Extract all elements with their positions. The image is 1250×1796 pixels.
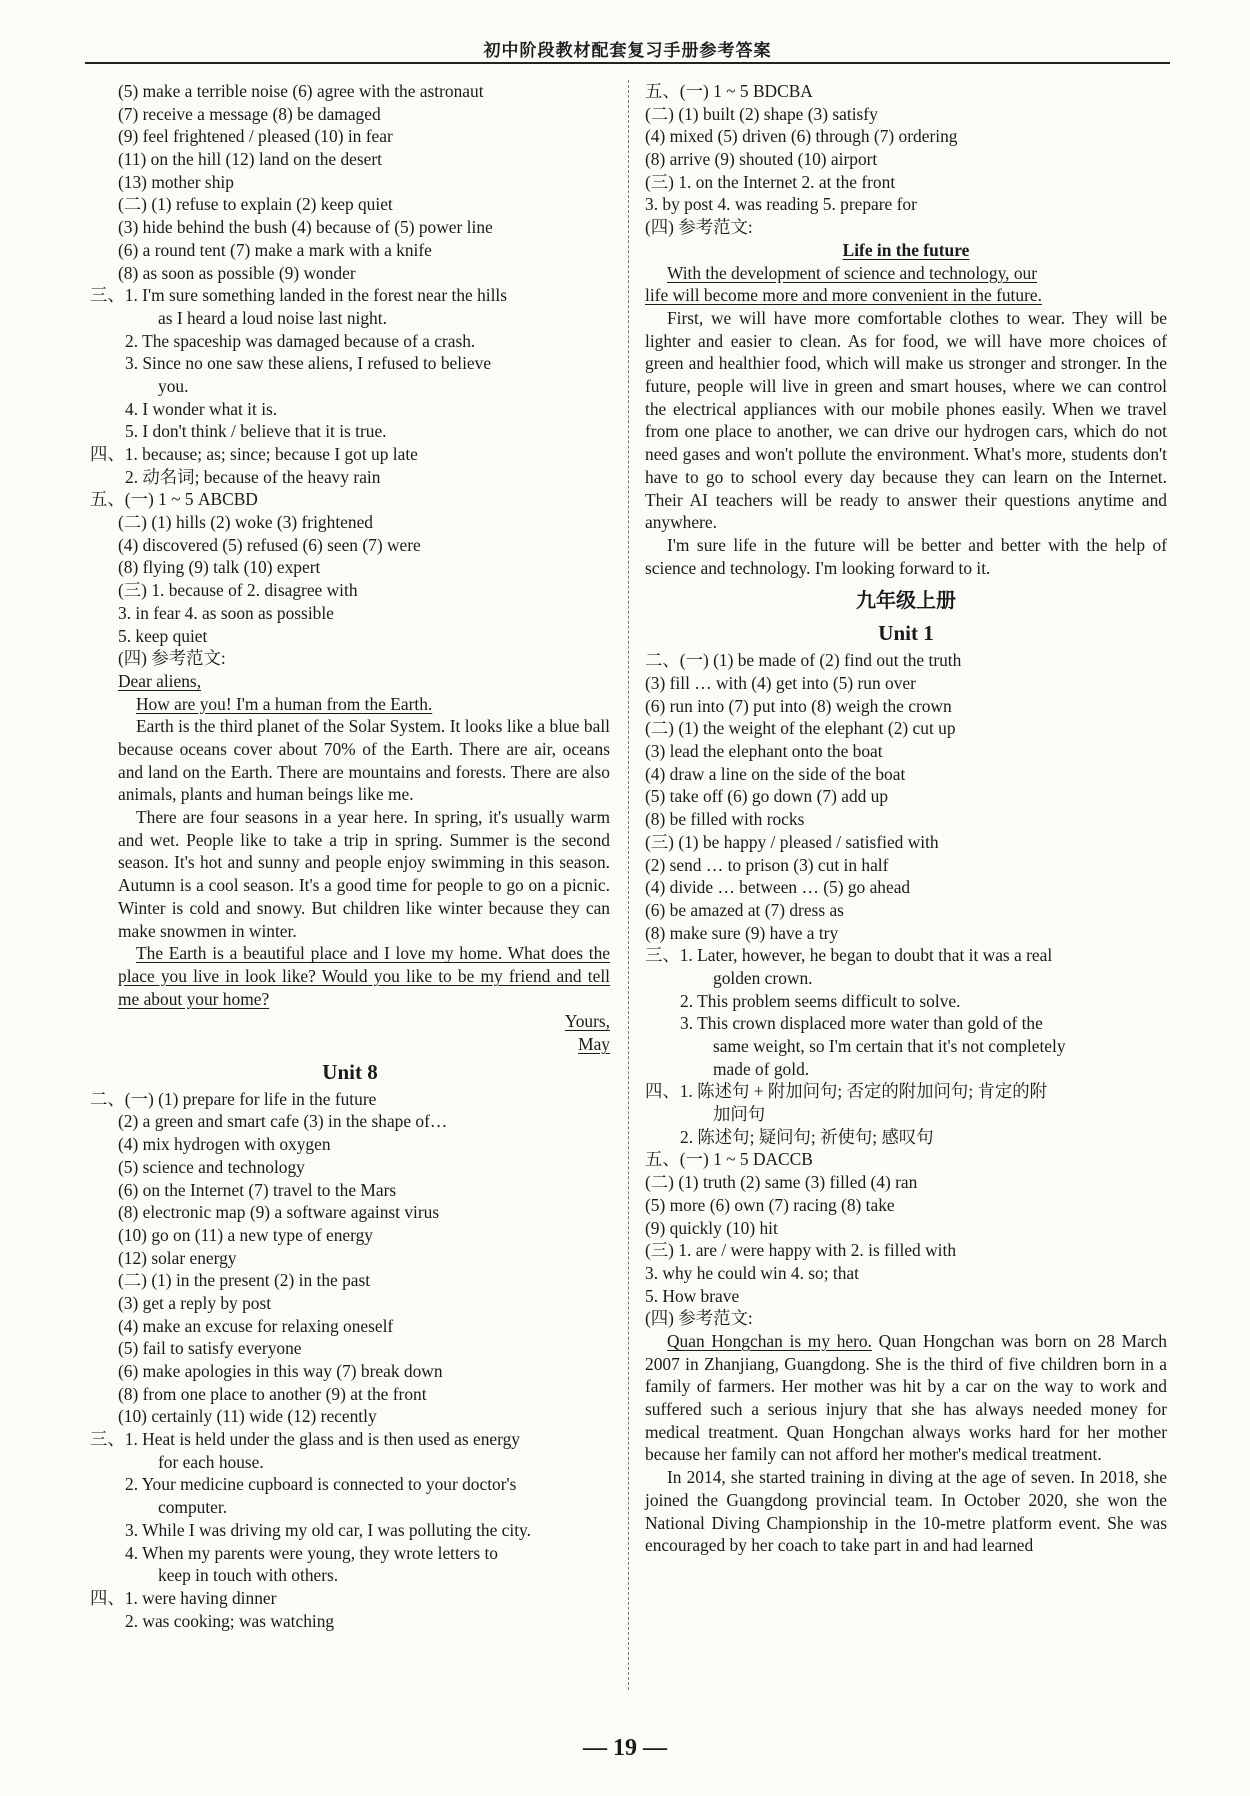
answer-line: 5. keep quiet bbox=[118, 625, 208, 646]
answer-line: (5) science and technology bbox=[118, 1156, 305, 1177]
essay-paragraph: First, we will have more comfortable clothes to wear. They will be lighter and easier to clean. As for food, we will have more choices of green and healthier food, which will make us stronger and stronger. In the future, people will live in green and smart houses, where we can control the electrical appliances with our mobile phones easily. When we travel from one place to another, we can drive our hydrogen cars, which do not need gases and won't pollute the environment. What's more, students don't have to go to school every day because they can learn on the Internet. Their AI teachers will be ready to answer their questions anytime and anywhere. bbox=[645, 307, 1167, 533]
answer-line: (6) run into (7) put into (8) weigh the crown bbox=[645, 695, 952, 716]
answer-line: (4) discovered (5) refused (6) seen (7) were bbox=[118, 534, 421, 555]
answer-line: (二) (1) in the present (2) in the past bbox=[118, 1270, 371, 1291]
answer-line: 2. 动名词; because of the heavy rain bbox=[125, 466, 381, 487]
answer-line: (8) be filled with rocks bbox=[645, 809, 805, 830]
right-column bbox=[645, 80, 1167, 1557]
answer-line: (10) go on (11) a new type of energy bbox=[118, 1224, 373, 1245]
letter-closing-paragraph: The Earth is a beautiful place and I love my home. What does the place you live in look like? Would you like to be my friend and tell me about your home? bbox=[118, 943, 610, 1009]
section-line: 四、1. 陈述句 + 附加问句; 否定的附加问句; 肯定的附 bbox=[645, 1081, 1048, 1102]
answer-line: (5) fail to satisfy everyone bbox=[118, 1338, 302, 1359]
hero-essay-lead: Quan Hongchan is my hero. bbox=[667, 1330, 872, 1351]
section-line: 五、(一) 1 ~ 5 ABCBD bbox=[90, 489, 258, 510]
answer-line: (3) fill … with (4) get into (5) run over bbox=[645, 673, 916, 693]
answer-line: (6) on the Internet (7) travel to the Mars bbox=[118, 1179, 397, 1200]
answer-line: (二) (1) hills (2) woke (3) frightened bbox=[118, 512, 373, 533]
answer-line: 4. I wonder what it is. bbox=[125, 398, 278, 419]
answer-line: (5) more (6) own (7) racing (8) take bbox=[645, 1194, 895, 1215]
left-column bbox=[90, 80, 610, 1632]
answer-line: (4) draw a line on the side of the boat bbox=[645, 763, 906, 784]
answer-line: (11) on the hill (12) land on the desert bbox=[118, 149, 383, 170]
unit-heading: Unit 1 bbox=[878, 621, 934, 646]
section-line: 五、(一) 1 ~ 5 DACCB bbox=[645, 1149, 813, 1170]
answer-line: 2. Your medicine cupboard is connected to your doctor's bbox=[125, 1474, 517, 1495]
section-line: 三、1. Heat is held under the glass and is then used as energy bbox=[90, 1429, 521, 1450]
answer-line: (三) (1) be happy / pleased / satisfied with bbox=[645, 831, 939, 852]
answer-line: (四) 参考范文: bbox=[118, 648, 226, 669]
answer-line: 3. Since no one saw these aliens, I refused to believe bbox=[125, 353, 492, 374]
header-rule bbox=[85, 62, 1170, 64]
essay-intro-line: life will become more and more convenient in the future. bbox=[645, 285, 1042, 306]
answer-line: (4) make an excuse for relaxing oneself bbox=[118, 1315, 394, 1336]
answer-line: 加问句 bbox=[713, 1104, 766, 1125]
answer-line: 2. This problem seems difficult to solve. bbox=[680, 990, 961, 1011]
letter-greeting: Dear aliens, bbox=[118, 670, 202, 691]
answer-line: (6) be amazed at (7) dress as bbox=[645, 899, 844, 920]
answer-line: (四) 参考范文: bbox=[645, 217, 753, 238]
hero-essay-paragraph: In 2014, she started training in diving at the age of seven. In 2018, she joined the Guangdong provincial team. In October 2020, she won the National Diving Championship in the 10-metre platform event. She was encouraged by her coach to take part in and had learned bbox=[645, 1467, 1167, 1556]
answer-line: (8) as soon as possible (9) wonder bbox=[118, 262, 356, 283]
answer-line: (13) mother ship bbox=[118, 171, 234, 192]
answer-line: (2) a green and smart cafe (3) in the shape of… bbox=[118, 1111, 448, 1132]
answer-line: 2. The spaceship was damaged because of a crash. bbox=[125, 330, 476, 351]
section-line: 二、(一) (1) prepare for life in the future bbox=[90, 1088, 377, 1109]
answer-line: (6) make apologies in this way (7) break down bbox=[118, 1361, 443, 1382]
answer-line: (4) mixed (5) driven (6) through (7) ordering bbox=[645, 126, 958, 147]
section-line: 二、(一) (1) be made of (2) find out the truth bbox=[645, 650, 962, 671]
answer-line: you. bbox=[158, 375, 189, 396]
letter-signoff: Yours, bbox=[564, 1011, 610, 1032]
answer-line: (二) (1) built (2) shape (3) satisfy bbox=[645, 103, 878, 124]
answer-line: (8) arrive (9) shouted (10) airport bbox=[645, 149, 878, 170]
answer-line: (8) from one place to another (9) at the front bbox=[118, 1383, 427, 1404]
answer-line: (8) make sure (9) have a try bbox=[645, 922, 839, 943]
answer-line: (5) make a terrible noise (6) agree with the astronaut bbox=[118, 81, 484, 101]
answer-line: (12) solar energy bbox=[118, 1247, 237, 1268]
answer-line: as I heard a loud noise last night. bbox=[158, 307, 387, 328]
answer-line: (8) electronic map (9) a software against virus bbox=[118, 1202, 440, 1223]
section-line: 四、1. because; as; since; because I got up late bbox=[90, 444, 418, 464]
unit-heading: Unit 8 bbox=[322, 1059, 378, 1084]
answer-line: (二) (1) refuse to explain (2) keep quiet bbox=[118, 194, 393, 215]
answer-line: 2. was cooking; was watching bbox=[125, 1610, 335, 1631]
section-line: 三、1. Later, however, he began to doubt that it was a real bbox=[645, 945, 1053, 966]
answer-line: (9) feel frightened / pleased (10) in fear bbox=[118, 126, 393, 147]
answer-line: (10) certainly (11) wide (12) recently bbox=[118, 1406, 377, 1427]
essay-title: Life in the future bbox=[842, 239, 970, 260]
answer-line: (3) lead the elephant onto the boat bbox=[645, 741, 883, 762]
section-line: 四、1. were having dinner bbox=[90, 1587, 277, 1608]
answer-line: (8) flying (9) talk (10) expert bbox=[118, 557, 321, 578]
answer-line: 2. 陈述句; 疑问句; 祈使句; 感叹句 bbox=[680, 1126, 934, 1147]
answer-line: 3. While I was driving my old car, I was polluting the city. bbox=[125, 1519, 531, 1540]
column-divider bbox=[628, 80, 629, 1690]
answer-line: (三) 1. are / were happy with 2. is filled with bbox=[645, 1240, 957, 1261]
answer-line: 3. This crown displaced more water than gold of the bbox=[680, 1013, 1043, 1034]
answer-line: (三) 1. because of 2. disagree with bbox=[118, 580, 358, 601]
hero-essay-paragraph: Quan Hongchan is my hero. Quan Hongchan was born on 28 March 2007 in Zhanjiang, Guangdong. She is the third of five children born in a family of farmers. Her mother was hit by a car on the way to work and suffered such a serious injury that she has always needed money for medical treatment. Quan Hongchan always works hard for her mother because her family can not afford her mother's medical treatment. bbox=[645, 1330, 1168, 1465]
section-line: 三、1. I'm sure something landed in the forest near the hills bbox=[90, 285, 508, 306]
letter-paragraph: There are four seasons in a year here. In spring, it's usually warm and wet. People like to take a trip in spring. Summer is the second season. It's hot and sunny and people enjoy swimming in this season. Autumn is a cool season. It's a good time for people to go on a picnic. Winter is cold and snowy. But children like winter because they can make snowmen in winter. bbox=[118, 807, 610, 941]
answer-line: (5) take off (6) go down (7) add up bbox=[645, 786, 889, 807]
answer-line: for each house. bbox=[158, 1451, 264, 1472]
letter-opening: How are you! I'm a human from the Earth. bbox=[136, 693, 433, 714]
answer-line: (4) mix hydrogen with oxygen bbox=[118, 1134, 331, 1155]
answer-line: same weight, so I'm certain that it's not completely bbox=[713, 1036, 1066, 1056]
answer-line: (三) 1. on the Internet 2. at the front bbox=[645, 171, 896, 192]
answer-line: made of gold. bbox=[713, 1058, 810, 1079]
answer-line: (3) hide behind the bush (4) because of (5) power line bbox=[118, 217, 493, 238]
page-header: 初中阶段教材配套复习手册参考答案 bbox=[483, 41, 772, 61]
answer-line: (四) 参考范文: bbox=[645, 1308, 753, 1329]
letter-signature: May bbox=[578, 1034, 610, 1055]
essay-intro-line: With the development of science and technology, our bbox=[667, 262, 1038, 283]
answer-line: (9) quickly (10) hit bbox=[645, 1217, 778, 1238]
grade-heading: 九年级上册 bbox=[856, 588, 956, 613]
answer-line: 3. in fear 4. as soon as possible bbox=[118, 602, 334, 623]
answer-line: 3. why he could win 4. so; that bbox=[645, 1262, 859, 1283]
answer-line: 5. I don't think / believe that it is true. bbox=[125, 421, 387, 442]
answer-line: (2) send … to prison (3) cut in half bbox=[645, 854, 889, 875]
answer-line: keep in touch with others. bbox=[158, 1565, 339, 1586]
answer-line: (7) receive a message (8) be damaged bbox=[118, 103, 381, 124]
answer-line: (二) (1) truth (2) same (3) filled (4) ran bbox=[645, 1172, 918, 1193]
answer-line: 3. by post 4. was reading 5. prepare for bbox=[645, 194, 917, 215]
letter-paragraph: Earth is the third planet of the Solar System. It looks like a blue ball because oceans cover about 70% of the Earth. There are air, oceans and land on the Earth. There are mountains and forests. There are also animals, plants and human beings like me. bbox=[118, 716, 610, 805]
answer-line: (二) (1) the weight of the elephant (2) cut up bbox=[645, 718, 956, 739]
answer-line: computer. bbox=[158, 1497, 228, 1518]
essay-paragraph: I'm sure life in the future will be better and better with the help of science and technology. I'm looking forward to it. bbox=[645, 534, 1167, 578]
answer-line: (6) a round tent (7) make a mark with a knife bbox=[118, 239, 432, 260]
answer-line: 5. How brave bbox=[645, 1285, 740, 1306]
answer-line: golden crown. bbox=[713, 967, 813, 988]
answer-line: (4) divide … between … (5) go ahead bbox=[645, 877, 911, 898]
answer-line: (3) get a reply by post bbox=[118, 1292, 272, 1313]
page-number: — 19 — bbox=[583, 1735, 667, 1761]
section-line: 五、(一) 1 ~ 5 BDCBA bbox=[645, 81, 813, 101]
answer-line: 4. When my parents were young, they wrote letters to bbox=[125, 1542, 498, 1563]
